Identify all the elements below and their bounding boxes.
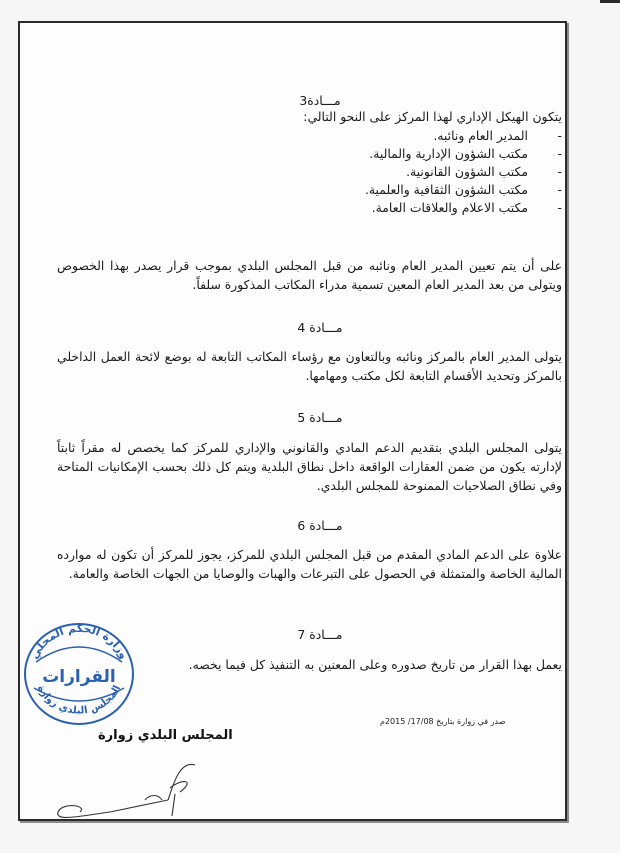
article-3-list (365, 127, 562, 217)
handwritten-signature (50, 750, 210, 820)
stamp-bottom-text: المجلس البلدي زوارة (34, 683, 124, 717)
list-item: - مكتب الشؤون الثقافية والعلمية. (364, 182, 562, 197)
article-3-intro: يتكون الهيكل الإداري لهذا المركز على النحو التالي: (303, 109, 562, 124)
bullet-dash: - (557, 164, 562, 179)
bullet-dash: - (557, 200, 562, 215)
list-item: - مكتب الشؤون الإدارية والمالية. (369, 146, 562, 161)
stamp-center-text: القرارات (42, 667, 116, 687)
article-4-heading: مـــادة 4 (297, 320, 343, 335)
article-7-heading: مـــادة 7 (297, 627, 343, 642)
bullet-dash: - (557, 146, 562, 161)
article-6-heading: مـــادة 6 (297, 518, 343, 533)
article-4-text: يتولى المدير العام بالمركز ونائبه وبالتعاون مع رؤساء المكاتب التابعة له بوضع لائحة العمل الداخلي بالمركز وتحديد الأقسام التابعة لكل مكتب ومهامها. (57, 349, 562, 383)
article-5-text: يتولى المجلس البلدي بتقديم الدعم المادي والقانوني والإداري للمركز كما يخصص له مقراً ثابتاً لإدارته يكون من ضمن العقارات الواقعة داخل نطاق البلدية ويتم كل ذلك بحسب الإمكانيات المتاحة وفي نطاق الصلاحيات الممنوحة للمجلس البلدي. (57, 440, 562, 493)
list-item: - مكتب الشؤون القانونية. (406, 164, 562, 179)
article-3-heading: مـــادة3 (299, 93, 341, 108)
list-item: - مكتب الاعلام والعلاقات العامة. (371, 200, 562, 215)
stamp-top-text: وزارة الحكم المحلي (27, 622, 131, 662)
article-7-text: يعمل بهذا القرار من تاريخ صدوره وعلى المعنين به التنفيذ كل فيما يخصه. (188, 657, 562, 672)
list-item: - المدير العام ونائبه. (433, 128, 562, 143)
signer-name: المجلس البلدي زوارة (98, 728, 233, 743)
issued-date: صدر في زوارة بتاريخ 17/08/ 2015م (380, 717, 506, 726)
official-stamp (22, 622, 136, 726)
scan-edge-mark (600, 0, 620, 3)
bullet-dash: - (557, 182, 562, 197)
article-6-text: علاوة على الدعم المادي المقدم من قبل المجلس البلدي للمركز، يجوز للمركز أن تكون له موارده المالية الخاصة والمتمثلة في الحصول على التبرعات والهبات والوصايا من الجهات الخاصة والعامة. (57, 547, 562, 581)
bullet-dash: - (557, 128, 562, 143)
article-5-heading: مـــادة 5 (297, 410, 343, 425)
article-3-closing: على أن يتم تعيين المدير العام ونائبه من قبل المجلس البلدي بموجب قرار يصدر بهذا الخصوص ويتولى من بعد المدير العام المعين تسمية مدراء المكاتب المذكورة سلفاً. (57, 258, 562, 292)
